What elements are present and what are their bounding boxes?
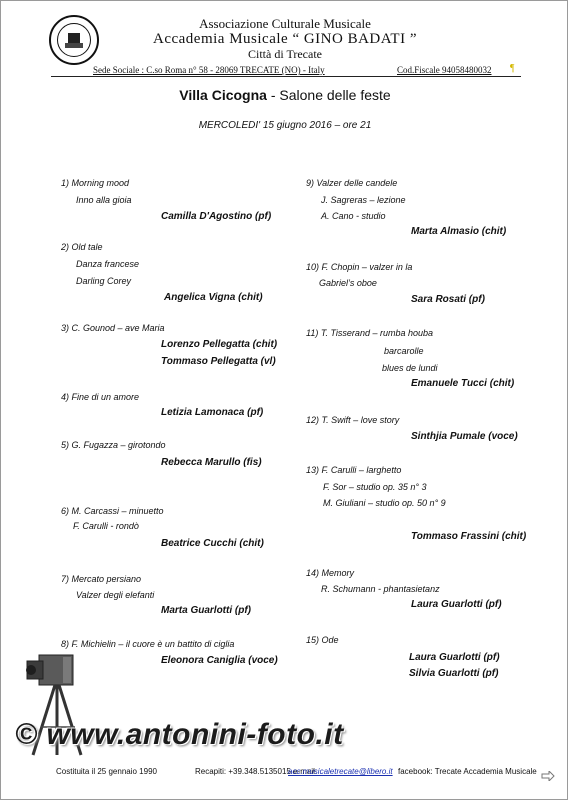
program-line: 9) Valzer delle candele — [306, 178, 398, 188]
header-divider — [51, 76, 521, 77]
program-line: 13) F. Carulli – larghetto — [306, 465, 402, 475]
performer: Marta Almasio (chit) — [411, 226, 507, 237]
performer: Angelica Vigna (chit) — [164, 292, 263, 303]
program-line: 14) Memory — [306, 568, 355, 578]
performer: Letizia Lamonaca (pf) — [161, 407, 264, 418]
performer: Tommaso Frassini (chit) — [411, 531, 527, 542]
event-date: MERCOLEDI' 15 giugno 2016 – ore 21 — [198, 120, 372, 131]
program-line: Danza francese — [76, 259, 140, 269]
program-line: F. Carulli - rondò — [73, 521, 139, 531]
performer: Sara Rosati (pf) — [411, 294, 485, 305]
program-line: M. Giuliani – studio op. 50 n° 9 — [323, 498, 446, 508]
performer: Laura Guarlotti (pf) — [411, 599, 502, 610]
performer: Marta Guarlotti (pf) — [161, 605, 251, 616]
performer: Laura Guarlotti (pf) — [409, 652, 500, 663]
program-line: Inno alla gioia — [76, 195, 132, 205]
address: Sede Sociale : C.so Roma n° 58 - 28069 TRECATE (NO) - Italy — [93, 65, 325, 75]
program-line: J. Sagreras – lezione — [321, 195, 406, 205]
paragraph-mark-icon: ¶ — [510, 63, 515, 74]
program-line: F. Sor – studio op. 35 n° 3 — [323, 482, 427, 492]
academy-name: Accademia Musicale “ GINO BADATI ” — [153, 31, 417, 47]
performer: Camilla D'Agostino (pf) — [161, 211, 272, 222]
performer: Silvia Guarlotti (pf) — [409, 668, 499, 679]
footer-email-link[interactable]: acc.musicaletrecate@libero.it — [288, 767, 393, 776]
program-line: 8) F. Michielin – il cuore è un battito di ciglia — [61, 639, 235, 649]
performer: Eleonora Caniglia (voce) — [161, 655, 278, 666]
program-line: A. Cano - studio — [321, 211, 386, 221]
venue-title: Villa Cicogna - Salone delle feste — [179, 87, 391, 103]
program-line: 5) G. Fugazza – girotondo — [61, 440, 166, 450]
watermark: © www.antonini-foto.it — [15, 718, 344, 751]
city-name: Città di Trecate — [248, 47, 322, 61]
program-line: Darling Corey — [76, 276, 132, 286]
program-line: 11) T. Tisserand – rumba houba — [306, 328, 433, 338]
program-line: Gabriel’s oboe — [319, 278, 377, 288]
program-line: 12) T. Swift – love story — [306, 415, 400, 425]
performer: Sinthjia Pumale (voce) — [411, 431, 518, 442]
footer-facebook: facebook: Trecate Accademia Musicale — [398, 767, 537, 776]
program-line: 4) Fine di un amore — [61, 392, 140, 402]
program-line: 15) Ode — [306, 635, 339, 645]
footer-recapiti: Recapiti: +39.348.5135015 e-mail: — [195, 767, 318, 776]
program-line: Valzer degli elefanti — [76, 590, 155, 600]
performer: Lorenzo Pellegatta (chit) — [161, 339, 278, 350]
performer: Rebecca Marullo (fis) — [161, 457, 262, 468]
performer: Beatrice Cucchi (chit) — [161, 538, 264, 549]
program-line: R. Schumann - phantasietanz — [321, 584, 440, 594]
program-line: blues de lundi — [382, 363, 438, 373]
codice-fiscale: Cod.Fiscale 94058480032 — [397, 65, 492, 75]
program-line: barcarolle — [384, 346, 424, 356]
program-line: 1) Morning mood — [61, 178, 130, 188]
program-line: 2) Old tale — [61, 242, 103, 252]
next-page-arrow-icon[interactable] — [541, 771, 555, 781]
performer: Emanuele Tucci (chit) — [411, 378, 515, 389]
program-line: 3) C. Gounod – ave Maria — [61, 323, 165, 333]
footer-founded: Costituita il 25 gennaio 1990 — [56, 767, 157, 776]
program-line: 10) F. Chopin – valzer in la — [306, 262, 413, 272]
program-line: 6) M. Carcassi – minuetto — [61, 506, 164, 516]
org-name: Associazione Culturale Musicale — [199, 16, 371, 31]
performer: Tommaso Pellegatta (vl) — [161, 356, 276, 367]
program-line: 7) Mercato persiano — [61, 574, 142, 584]
